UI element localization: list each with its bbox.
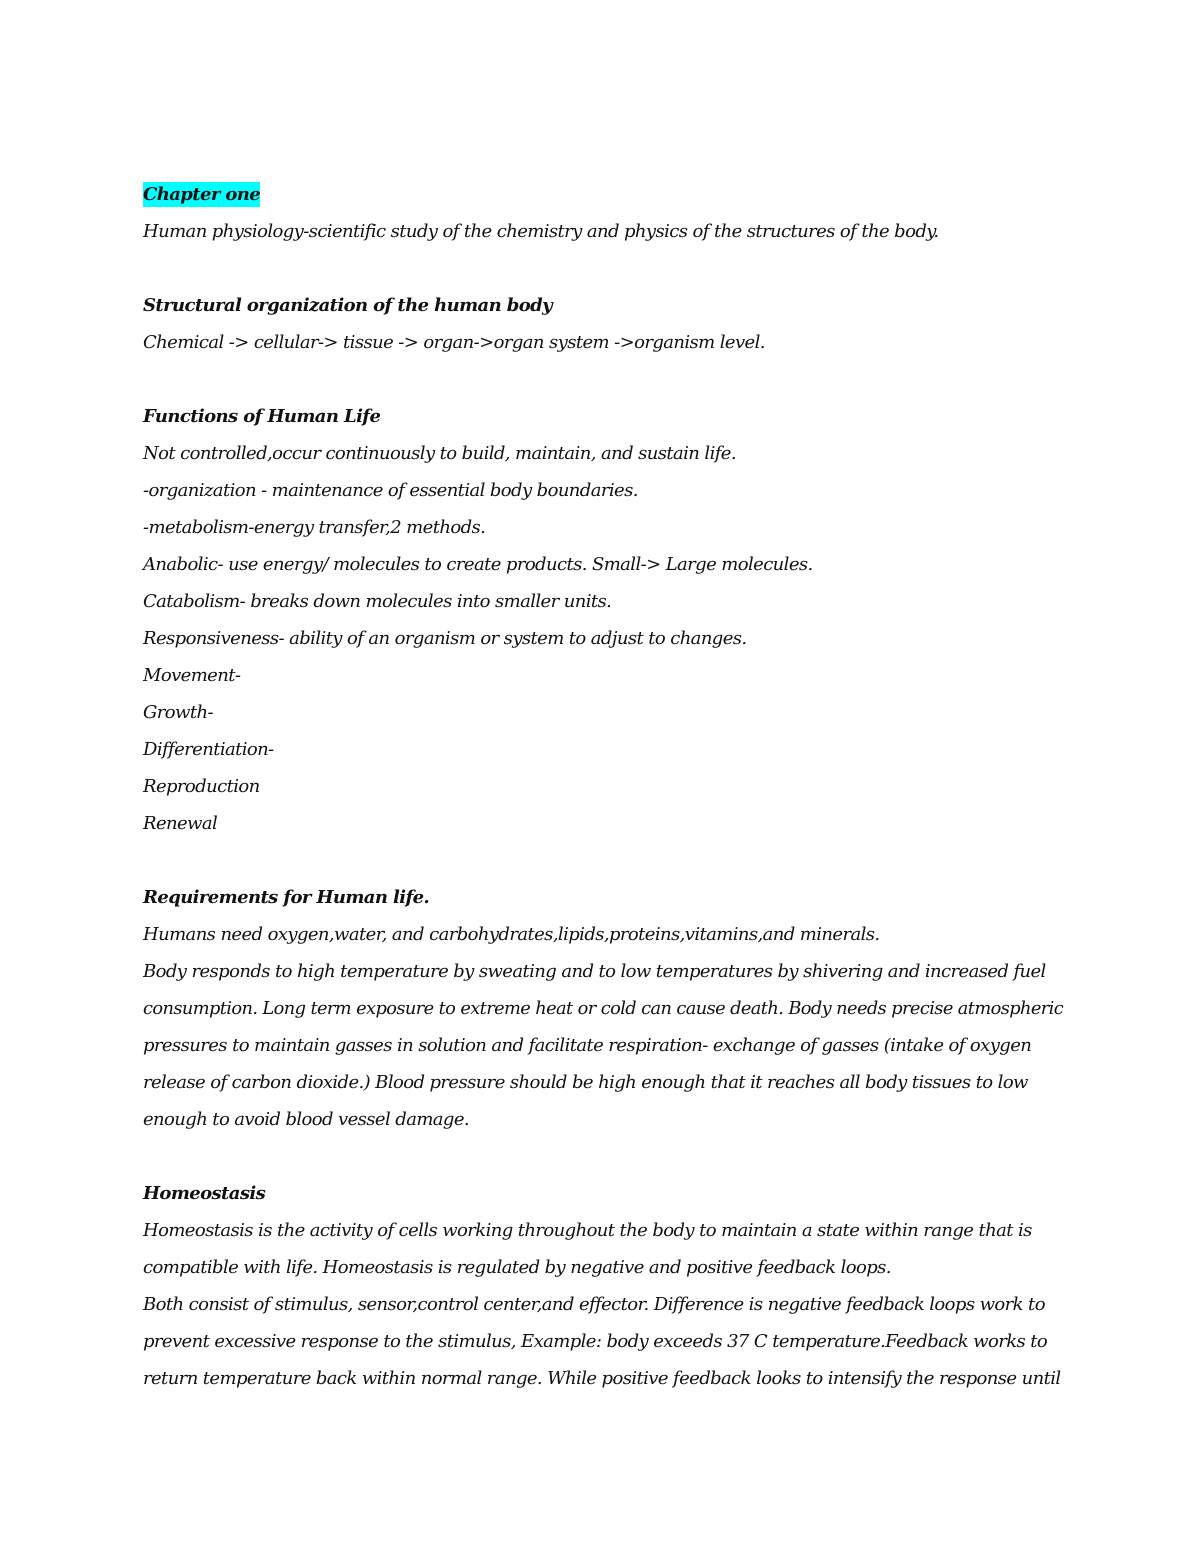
functions-line: Responsiveness- ability of an organism or system to adjust to changes.	[143, 628, 747, 649]
functions-line: Differentiation-	[143, 739, 274, 760]
functions-line: -organization - maintenance of essential body boundaries.	[143, 480, 638, 501]
chapter-title-line	[143, 176, 1063, 213]
homeostasis-line: Both consist of stimulus, sensor,control center,and effector. Difference is negative feedback loops work to	[143, 1294, 1045, 1315]
chapter-title: Chapter one	[143, 184, 261, 205]
functions-line: Renewal	[143, 813, 218, 834]
section-heading-structural: Structural organization of the human body	[143, 295, 552, 316]
section-heading-homeostasis: Homeostasis	[143, 1183, 266, 1204]
functions-line: Not controlled,occur continuously to build, maintain, and sustain life.	[143, 443, 736, 464]
functions-line: -metabolism-energy transfer,2 methods.	[143, 517, 486, 538]
section-heading-functions: Functions of Human Life	[143, 406, 381, 427]
homeostasis-line: prevent excessive response to the stimulus, Example: body exceeds 37 C temperature.Feedback works to	[143, 1331, 1048, 1352]
requirements-line: pressures to maintain gasses in solution and facilitate respiration- exchange of gasses (intake of oxygen	[143, 1035, 1032, 1056]
homeostasis-line: Homeostasis is the activity of cells working throughout the body to maintain a state within range that is	[143, 1220, 1032, 1241]
spacer	[143, 361, 1063, 398]
structural-line: Chemical -> cellular-> tissue -> organ->organ system ->organism level.	[143, 332, 765, 353]
requirements-line: Humans need oxygen,water, and carbohydrates,lipids,proteins,vitamins,and minerals.	[143, 924, 880, 945]
functions-line: Reproduction	[143, 776, 260, 797]
section-heading-requirements: Requirements for Human life.	[143, 887, 430, 908]
functions-line: Catabolism- breaks down molecules into smaller units.	[143, 591, 612, 612]
spacer	[143, 250, 1063, 287]
functions-line: Anabolic- use energy/ molecules to create products. Small-> Large molecules.	[143, 554, 813, 575]
requirements-line: release of carbon dioxide.) Blood pressure should be high enough that it reaches all body tissues to low	[143, 1072, 1028, 1093]
requirements-line: enough to avoid blood vessel damage.	[143, 1109, 470, 1130]
document-body	[143, 176, 1063, 1397]
intro-text: Human physiology-scientific study of the chemistry and physics of the structures of the body.	[143, 221, 939, 242]
homeostasis-line: compatible with life. Homeostasis is regulated by negative and positive feedback loops.	[143, 1257, 891, 1278]
spacer	[143, 842, 1063, 879]
requirements-line: consumption. Long term exposure to extreme heat or cold can cause death. Body needs precise atmospheric	[143, 998, 1064, 1019]
requirements-line: Body responds to high temperature by sweating and to low temperatures by shivering and increased fuel	[143, 961, 1046, 982]
homeostasis-line: return temperature back within normal range. While positive feedback looks to intensify the response until	[143, 1368, 1061, 1389]
functions-line: Growth-	[143, 702, 213, 723]
spacer	[143, 1138, 1063, 1175]
functions-line: Movement-	[143, 665, 241, 686]
